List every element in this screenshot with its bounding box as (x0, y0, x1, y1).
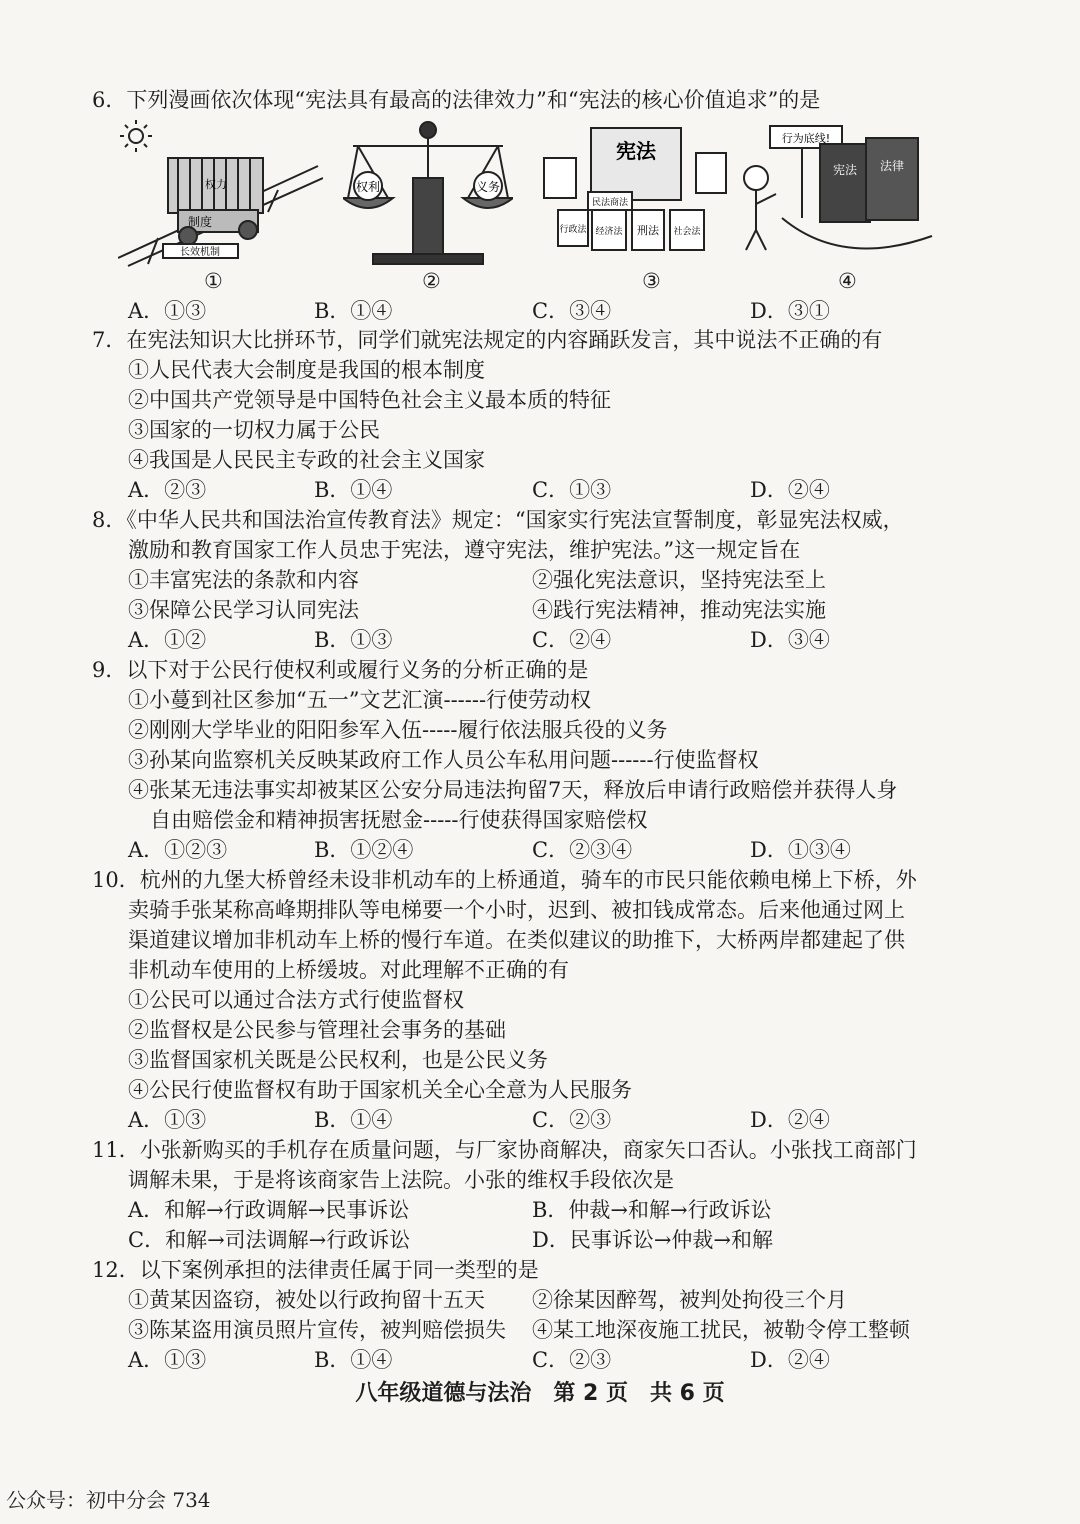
cartoon3-label-criminal: 刑法 (637, 224, 659, 237)
q10-item-3: ③监督国家机关既是公民权利，也是公民义务 (128, 1048, 548, 1072)
q11-option-d[interactable]: D．民事诉讼→仲裁→和解 (532, 1228, 774, 1252)
q6-cartoons (118, 118, 948, 268)
cartoon3-label-constitution: 宪法 (616, 139, 656, 163)
q9-item-1: ①小蔓到社区参加“五一”文艺汇演------行使劳动权 (128, 688, 592, 712)
q10-option-a[interactable]: A．①③ (128, 1108, 207, 1132)
q8-stem-line1: 8．《中华人民共和国法治宣传教育法》规定：“国家实行宪法宣誓制度，彰显宪法权威， (92, 508, 904, 532)
constitution-laws-cartoon (536, 118, 731, 268)
q11-stem-line1: 11．小张新购买的手机存在质量问题，与厂家协商解决，商家矢口否认。小张找工商部门 (92, 1138, 917, 1162)
q6-option-a[interactable]: A．①③ (128, 299, 207, 323)
cartoon4-label-bottom-line: 行为底线! (781, 132, 831, 145)
cartoon3-label-admin: 行政法 (559, 225, 587, 235)
q7-item-2: ②中国共产党领导是中国特色社会主义最本质的特征 (128, 388, 611, 412)
q9-option-a[interactable]: A．①②③ (128, 838, 228, 862)
q8-option-a[interactable]: A．①② (128, 628, 207, 652)
q10-option-b[interactable]: B．①④ (314, 1108, 393, 1132)
q7-option-a[interactable]: A．②③ (128, 478, 207, 502)
cartoon2-caption: ② (422, 269, 441, 293)
q12-item-1: ①黄某因盗窃，被处以行政拘留十五天 (128, 1288, 485, 1312)
q10-stem-line2: 卖骑手张某称高峰期排队等电梯要一个小时，迟到、被扣钱成常态。后来他通过网上 (128, 898, 905, 922)
watermark: 公众号：初中分会 734 (6, 1488, 211, 1512)
q10-stem-line1: 10．杭州的九堡大桥曾经未设非机动车的上桥通道，骑车的市民只能依赖电梯上下桥，外 (92, 868, 917, 892)
cartoon1-label-mechanism: 长效机制 (180, 247, 220, 258)
q9-option-c[interactable]: C．②③④ (532, 838, 633, 862)
q10-item-4: ④公民行使监督权有助于国家机关全心全意为人民服务 (128, 1078, 632, 1102)
q7-item-4: ④我国是人民民主专政的社会主义国家 (128, 448, 485, 472)
q11-option-b[interactable]: B．仲裁→和解→行政诉讼 (532, 1198, 772, 1222)
q10-item-2: ②监督权是公民参与管理社会事务的基础 (128, 1018, 506, 1042)
q6-stem: 6．下列漫画依次体现“宪法具有最高的法律效力”和“宪法的核心价值追求”的是 (92, 88, 821, 112)
q9-item-3: ③孙某向监察机关反映某政府工作人员公车私用问题------行使监督权 (128, 748, 759, 772)
cartoon2-label-rights: 权利 (355, 180, 381, 194)
q8-option-c[interactable]: C．②④ (532, 628, 612, 652)
q9-stem: 9．以下对于公民行使权利或履行义务的分析正确的是 (92, 658, 589, 682)
q7-item-3: ③国家的一切权力属于公民 (128, 418, 380, 442)
q8-option-d[interactable]: D．③④ (750, 628, 830, 652)
bottom-line-cartoon (742, 118, 942, 268)
q8-item-1: ①丰富宪法的条款和内容 (128, 568, 359, 592)
page-footer: 八年级道德与法治 第 2 页 共 6 页 (355, 1381, 725, 1406)
q7-option-c[interactable]: C．①③ (532, 478, 612, 502)
q10-item-1: ①公民可以通过合法方式行使监督权 (128, 988, 464, 1012)
cartoon4-caption: ④ (838, 269, 857, 293)
q10-stem-line3: 渠道建议增加非机动车上桥的慢行车道。在类似建议的助推下，大桥两岸都建起了供 (128, 928, 905, 952)
q6-option-d[interactable]: D．③① (750, 299, 830, 323)
q8-item-4: ④践行宪法精神，推动宪法实施 (532, 598, 826, 622)
q9-item-4: ④张某无违法事实却被某区公安分局违法拘留7天，释放后申请行政赔偿并获得人身 (128, 778, 898, 802)
q12-item-2: ②徐某因醉驾，被判处拘役三个月 (532, 1288, 847, 1312)
cartoon3-caption: ③ (642, 269, 661, 293)
q12-option-c[interactable]: C．②③ (532, 1348, 612, 1372)
q7-option-d[interactable]: D．②④ (750, 478, 830, 502)
cartoon2-label-duties: 义务 (475, 180, 501, 194)
q7-option-b[interactable]: B．①④ (314, 478, 393, 502)
q12-option-a[interactable]: A．①③ (128, 1348, 207, 1372)
q7-stem: 7．在宪法知识大比拼环节，同学们就宪法规定的内容踊跃发言，其中说法不正确的有 (92, 328, 883, 352)
q10-stem-line4: 非机动车使用的上桥缓坡。对此理解不正确的有 (128, 958, 569, 982)
q8-stem-line2: 激励和教育国家工作人员忠于宪法，遵守宪法，维护宪法。”这一规定旨在 (128, 538, 801, 562)
q11-option-a[interactable]: A．和解→行政调解→民事诉讼 (128, 1198, 410, 1222)
q12-option-d[interactable]: D．②④ (750, 1348, 830, 1372)
q12-stem: 12．以下案例承担的法律责任属于同一类型的是 (92, 1258, 539, 1282)
q9-option-d[interactable]: D．①③④ (750, 838, 851, 862)
q6-option-b[interactable]: B．①④ (314, 299, 393, 323)
q10-option-c[interactable]: C．②③ (532, 1108, 612, 1132)
q12-item-4: ④某工地深夜施工扰民，被勒令停工整顿 (532, 1318, 910, 1342)
q11-stem-line2: 调解未果，于是将该商家告上法院。小张的维权手段依次是 (128, 1168, 674, 1192)
q7-item-1: ①人民代表大会制度是我国的根本制度 (128, 358, 485, 382)
cage-cart-cartoon (118, 118, 323, 268)
cartoon1-label-system: 制度 (187, 215, 213, 229)
cartoon3-label-civil: 民法商法 (591, 198, 629, 208)
cartoon1-caption: ① (204, 269, 223, 293)
q11-option-c[interactable]: C．和解→司法调解→行政诉讼 (128, 1228, 411, 1252)
cartoon3-label-economic: 经济法 (595, 227, 623, 237)
cartoon4-label-constitution: 宪法 (832, 163, 858, 177)
q8-option-b[interactable]: B．①③ (314, 628, 393, 652)
q9-item-4-cont: 自由赔偿金和精神损害抚慰金-----行使获得国家赔偿权 (150, 808, 648, 832)
q9-option-b[interactable]: B．①②④ (314, 838, 414, 862)
q9-item-2: ②刚刚大学毕业的阳阳参军入伍-----履行依法服兵役的义务 (128, 718, 668, 742)
q12-option-b[interactable]: B．①④ (314, 1348, 393, 1372)
balance-scale-cartoon (343, 118, 513, 268)
q6-option-c[interactable]: C．③④ (532, 299, 612, 323)
cartoon3-label-social: 社会法 (673, 227, 701, 237)
cartoon4-label-law: 法律 (879, 159, 905, 173)
q8-item-2: ②强化宪法意识，坚持宪法至上 (532, 568, 826, 592)
cartoon1-label-power: 权力 (205, 178, 227, 191)
q10-option-d[interactable]: D．②④ (750, 1108, 830, 1132)
q8-item-3: ③保障公民学习认同宪法 (128, 598, 359, 622)
q12-item-3: ③陈某盗用演员照片宣传，被判赔偿损失 (128, 1318, 506, 1342)
